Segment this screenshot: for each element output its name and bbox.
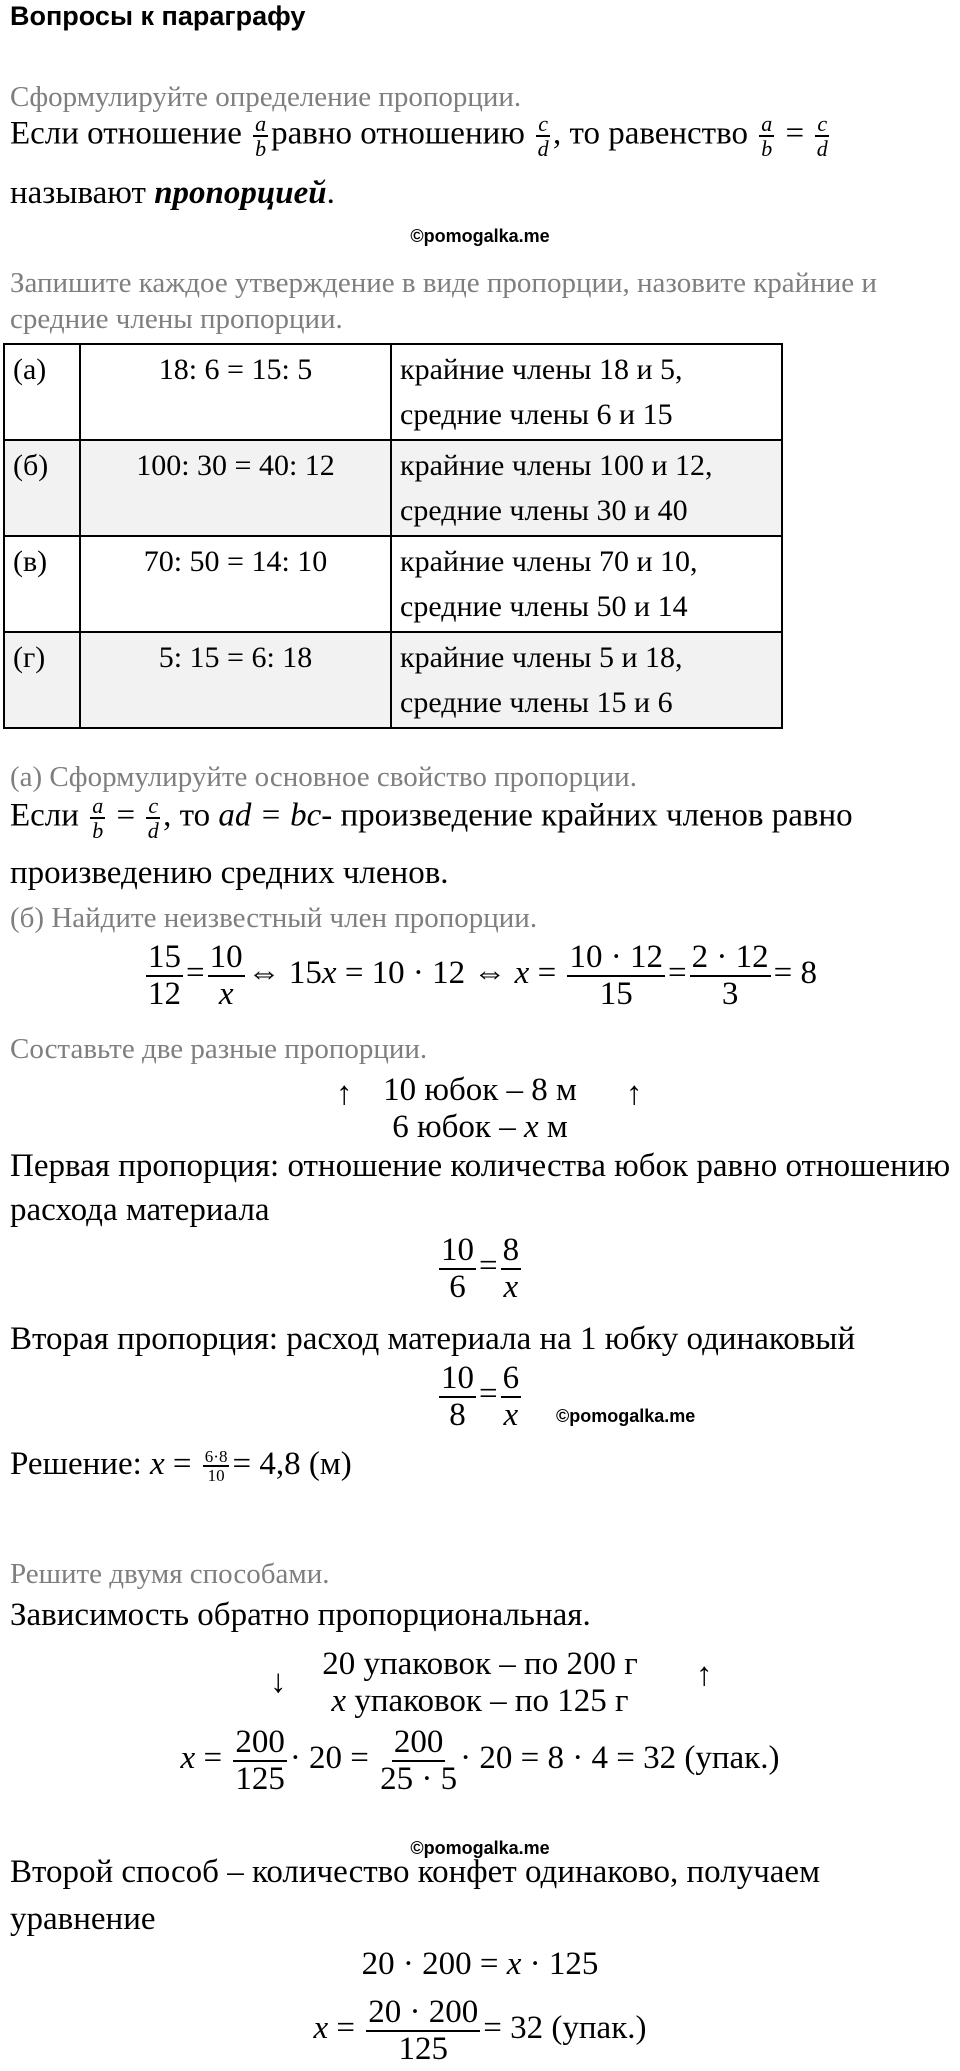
row-equation: 18: 6 = 15: 5 bbox=[80, 344, 391, 440]
extreme-terms: крайние члены 100 и 12, bbox=[400, 449, 713, 482]
row-terms bbox=[391, 536, 782, 632]
question-table-2: средние члены пропорции. bbox=[10, 303, 343, 335]
row-terms bbox=[391, 344, 782, 440]
first-proportion: $\frac{10}{6}$ = $\frac{8}{x}$ bbox=[440, 1232, 520, 1305]
equation-unknown: $\frac{15}{12}$ = $\frac{10}{x}$ ⇔ 15x = 10 · 12 ⇔ x = $\frac{10 \cdot 12}{15}$ = $\frac{2 \cdot 12}{3}$ = 8 bbox=[148, 939, 817, 1012]
extreme-terms: крайние члены 18 и 5, bbox=[400, 353, 683, 386]
text: = 8 bbox=[773, 955, 817, 992]
second-way-text-2: уравнение bbox=[10, 1901, 156, 1937]
row-terms bbox=[391, 440, 782, 536]
second-way-text: Второй способ – количество конфет одинаково, получаем bbox=[10, 1854, 820, 1890]
fraction: $\frac{8}{x}$ bbox=[502, 1232, 520, 1305]
fraction: $\frac{20 \cdot 200}{125}$ bbox=[368, 1994, 479, 2067]
table-row bbox=[4, 632, 782, 728]
question-two-ways: Решите двумя способами. bbox=[10, 1558, 330, 1590]
row-label: (б) bbox=[4, 440, 80, 536]
text: Если отношение bbox=[10, 115, 242, 152]
text: ⇔ 15 bbox=[247, 955, 322, 992]
fraction: $\frac{2 \cdot 12}{3}$ bbox=[691, 939, 769, 1012]
question-definition: Сформулируйте определение пропорции. bbox=[10, 81, 522, 113]
page-title: Вопросы к параграфу bbox=[10, 1, 306, 31]
fraction: $\frac{6}{x}$ bbox=[502, 1360, 520, 1433]
second-way-result: x = $\frac{20 \cdot 200}{125}$ = 32 (упак.) bbox=[313, 1994, 647, 2067]
text: равно отношению bbox=[271, 115, 525, 152]
first-proportion-text: Первая пропорция: отношение количества юбок равно отношению bbox=[10, 1148, 951, 1184]
second-proportion-text: Вторая пропорция: расход материала на 1 юбку одинаковый bbox=[10, 1321, 856, 1357]
extreme-terms: крайние члены 70 и 10, bbox=[400, 545, 698, 578]
watermark: ©pomogalka.me bbox=[556, 1406, 696, 1426]
definition-line-2 bbox=[10, 174, 335, 214]
text: , то bbox=[163, 797, 211, 834]
row-label: (в) bbox=[4, 536, 80, 632]
fraction: $\frac{200}{125}$ bbox=[235, 1724, 285, 1797]
fraction: $\frac{15}{12}$ bbox=[148, 939, 182, 1012]
middle-terms: средние члены 30 и 40 bbox=[400, 494, 688, 527]
dependency-text: Зависимость обратно пропорциональная. bbox=[10, 1597, 591, 1633]
table-row bbox=[4, 536, 782, 632]
middle-terms: средние члены 50 и 14 bbox=[400, 590, 688, 623]
question-property: (а) Сформулируйте основное свойство пропорции. bbox=[10, 761, 637, 793]
question-unknown: (б) Найдите неизвестный член пропорции. bbox=[10, 902, 538, 934]
middle-terms: средние члены 6 и 15 bbox=[400, 398, 673, 431]
row-equation: 70: 50 = 14: 10 bbox=[80, 536, 391, 632]
arrow-up-icon: ↑ bbox=[336, 1076, 353, 1112]
middle-terms: средние члены 15 и 6 bbox=[400, 686, 673, 719]
text: , то равенство bbox=[552, 115, 748, 152]
row-label: (г) bbox=[4, 632, 80, 728]
question-table-1: Запишите каждое утверждение в виде пропорции, назовите крайние и bbox=[10, 267, 877, 299]
row-equation: 100: 30 = 40: 12 bbox=[80, 440, 391, 536]
second-way-equation: 20 · 200 = x · 125 bbox=[361, 1946, 599, 1982]
watermark: ©pomogalka.me bbox=[410, 1838, 550, 1858]
condition-row-1: 10 юбок – 8 м bbox=[383, 1072, 577, 1108]
formula: ad = bc bbox=[218, 797, 322, 834]
text: Если bbox=[10, 797, 79, 834]
arrow-down-icon: ↓ bbox=[270, 1664, 287, 1700]
question-two-proportions: Составьте две разные пропорции. bbox=[10, 1033, 428, 1065]
row-label: (а) bbox=[4, 344, 80, 440]
arrow-up-icon: ↑ bbox=[696, 1657, 713, 1693]
row-equation: 5: 15 = 6: 18 bbox=[80, 632, 391, 728]
term-proportion: пропорцией bbox=[154, 175, 327, 211]
fraction: $\frac{10 \cdot 12}{15}$ bbox=[569, 939, 663, 1012]
fraction-a-b: $\frac{a}{b}$ bbox=[255, 111, 267, 162]
condition-row-2: x упаковок – по 125 г bbox=[331, 1683, 629, 1719]
fraction-c-d: $\frac{c}{d}$ bbox=[147, 793, 159, 844]
arrow-up-icon: ↑ bbox=[626, 1076, 643, 1112]
definition-line: Если отношение $\frac{a}{b}$ равно отношению $\frac{c}{d}$ , то равенство $\frac{a}{b}$ = $\frac{c}{d}$ bbox=[10, 111, 828, 162]
text: . bbox=[326, 175, 335, 211]
solution-line: Решение: x = $\frac{6\cdot 8}{10}$ = 4,8 (м) bbox=[10, 1446, 352, 1486]
table-row bbox=[4, 344, 782, 440]
text: = 10 · 12 ⇔ bbox=[336, 955, 515, 992]
first-way-equation: x = $\frac{200}{125}$ · 20 = $\frac{200}{25 \cdot 5}$ · 20 = 8 · 4 = 32 (упак.) bbox=[180, 1724, 780, 1797]
fraction-a-b: $\frac{a}{b}$ bbox=[761, 111, 773, 162]
text: называют bbox=[10, 175, 146, 211]
fraction-c-d: $\frac{c}{d}$ bbox=[537, 111, 549, 162]
property-line-2: произведению средних членов. bbox=[10, 855, 449, 891]
fraction-c-d: $\frac{c}{d}$ bbox=[816, 111, 828, 162]
second-proportion: $\frac{10}{8}$ = $\frac{6}{x}$ bbox=[440, 1360, 520, 1433]
fraction: $\frac{6\cdot 8}{10}$ bbox=[204, 1446, 228, 1486]
first-proportion-text-2: расхода материала bbox=[10, 1192, 270, 1228]
condition-row-2: 6 юбок – x м bbox=[392, 1109, 568, 1145]
fraction: $\frac{10}{6}$ bbox=[440, 1232, 474, 1305]
fraction: $\frac{200}{25 \cdot 5}$ bbox=[380, 1724, 458, 1797]
fraction: $\frac{10}{8}$ bbox=[440, 1360, 474, 1433]
table-row bbox=[4, 440, 782, 536]
fraction: $\frac{10}{x}$ bbox=[209, 939, 243, 1012]
row-terms bbox=[391, 632, 782, 728]
condition-row-1: 20 упаковок – по 200 г bbox=[322, 1646, 638, 1682]
extreme-terms: крайние члены 5 и 18, bbox=[400, 641, 683, 674]
fraction-a-b: $\frac{a}{b}$ bbox=[92, 793, 104, 844]
watermark: ©pomogalka.me bbox=[410, 226, 550, 246]
proportions-table bbox=[3, 343, 783, 729]
text: - произведение крайних членов равно bbox=[321, 797, 853, 834]
property-line: Если $\frac{a}{b}$ = $\frac{c}{d}$ , то ad = bc- произведение крайних членов равно bbox=[10, 793, 853, 844]
